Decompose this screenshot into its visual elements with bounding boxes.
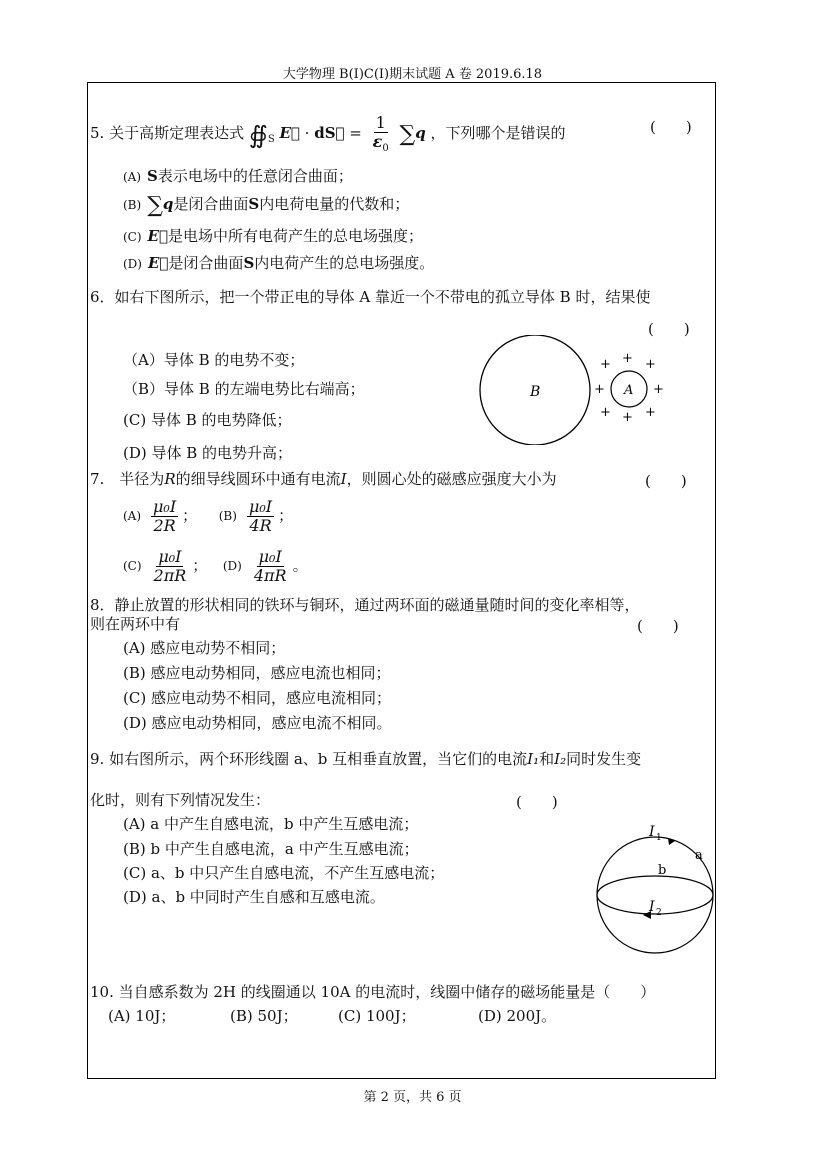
q6-stem: 6．如右下图所示，把一个带正电的导体 A 靠近一个不带电的孤立导体 B 时，结果使 bbox=[90, 288, 651, 306]
label-i2: I bbox=[649, 899, 655, 915]
page-header: 大学物理 B(I)C(I)期末试题 A 卷 2019.6.18 bbox=[282, 67, 543, 82]
q7-stem: 7. 半径为R的细导线圆环中通有电流I，则圆心处的磁感应强度大小为 bbox=[90, 470, 557, 488]
q6-option-b: （B）导体 B 的左端电势比右端高； bbox=[123, 380, 365, 398]
q9-stem-line1: 9. 如右图所示，两个环形线圈 a、b 互相垂直放置，当它们的电流I₁和I₂同时发生变 bbox=[90, 750, 642, 768]
q10-option-b: (B) 50J； bbox=[230, 1007, 298, 1025]
q9-option-d: (D) a、b 中同时产生自感和互感电流。 bbox=[123, 888, 385, 906]
svg-text:+: + bbox=[645, 357, 656, 372]
q5-answer-paren[interactable]: ( ) bbox=[650, 118, 692, 136]
sum-symbol: ∑ bbox=[399, 122, 416, 148]
q5-prefix: 5. 关于高斯定理表达式 bbox=[90, 124, 245, 143]
q6-option-d: (D) 导体 B 的电势升高； bbox=[123, 444, 293, 462]
q8-option-a: (A) 感应电动势不相同； bbox=[123, 639, 286, 657]
q9-option-b: (B) b 中产生自感电流，a 中产生互感电流； bbox=[123, 840, 419, 858]
q8-option-d: (D) 感应电动势相同，感应电流不相同。 bbox=[123, 714, 392, 732]
q6-option-a: （A）导体 B 的电势不变； bbox=[123, 351, 305, 369]
q5-option-d: (D) E⃗是闭合曲面S内电荷产生的总电场强度。 bbox=[123, 254, 435, 272]
q6-option-c: (C) 导体 B 的电势降低； bbox=[123, 411, 292, 429]
q7-answer-paren[interactable]: ( ) bbox=[645, 472, 687, 490]
coil-b-ellipse bbox=[597, 876, 713, 914]
q5-option-a: (A) S表示电场中的任意闭合曲面； bbox=[123, 167, 353, 185]
one-over-epsilon: $\frac{1}{\varepsilon_0}$ bbox=[372, 113, 389, 154]
q9-stem-line2: 化时，则有下列情况发生： bbox=[90, 791, 271, 809]
q10-stem: 10. 当自感系数为 2H 的线圈通以 10A 的电流时，线圈中储存的磁场能量是（ ） bbox=[90, 983, 656, 1001]
svg-text:+: + bbox=[600, 357, 611, 372]
q10-option-c: (C) 100J； bbox=[338, 1007, 416, 1025]
q6-conductor-figure bbox=[470, 335, 680, 445]
page-footer: 第 2 页，共 6 页 bbox=[363, 1090, 462, 1105]
q8-option-b: (B) 感应电动势相同，感应电流也相同； bbox=[123, 664, 391, 682]
svg-text:+: + bbox=[600, 405, 611, 420]
svg-text:+: + bbox=[622, 410, 633, 425]
q9-coils-figure bbox=[585, 815, 715, 955]
q8-stem-line2: 则在两环中有 bbox=[90, 615, 181, 633]
label-a: a bbox=[695, 848, 703, 863]
ds-vector: dS⃗ bbox=[314, 124, 345, 143]
svg-text:+: + bbox=[594, 382, 605, 397]
q8-answer-paren[interactable]: ( ) bbox=[637, 617, 679, 635]
q10-option-d: (D) 200J。 bbox=[478, 1007, 557, 1025]
q5-option-c: (C) E⃗是电场中所有电荷产生的总电场强度； bbox=[123, 227, 423, 245]
q8-stem-line1: 8．静止放置的形状相同的铁环与铜环，通过两环面的磁通量随时间的变化率相等， bbox=[90, 596, 640, 614]
q9-option-c: (C) a、b 中只产生自感电流，不产生互感电流； bbox=[123, 864, 445, 882]
q6-answer-paren[interactable]: ( ) bbox=[648, 320, 690, 338]
label-b: B bbox=[530, 384, 541, 400]
q9-option-a: (A) a 中产生自感电流，b 中产生互感电流； bbox=[123, 815, 419, 833]
q5-suffix: ，下列哪个是错误的 bbox=[430, 124, 566, 143]
label-b: b bbox=[658, 863, 667, 878]
svg-text:+: + bbox=[653, 382, 664, 397]
q7-option-cd: (C) $\frac{\text{μ₀I}}{2\pi R}$ ； (D) $\frac{\text{μ₀I}}{4\pi R}$ 。 bbox=[123, 547, 308, 585]
svg-text:+: + bbox=[622, 351, 633, 366]
svg-text:2: 2 bbox=[656, 908, 662, 918]
surface-integral-symbol: ∯ bbox=[248, 121, 268, 150]
svg-text:+: + bbox=[645, 405, 656, 420]
label-i1: I bbox=[649, 824, 655, 840]
q7-option-ab: (A) $\frac{\text{μ₀I}}{2R}$ ； (B) $\frac{\text{μ₀I}}{4R}$ ； bbox=[123, 497, 294, 535]
svg-text:1: 1 bbox=[656, 833, 662, 843]
q9-answer-paren[interactable]: ( ) bbox=[516, 793, 558, 811]
q5-stem: 5. 关于高斯定理表达式 $∯_S$ E⃗ · dS⃗ = $\frac{1}{\varepsilon_0}$ ∑q ，下列哪个是错误的 bbox=[90, 113, 566, 154]
q5-option-b: (B) ∑q是闭合曲面S内电荷电量的代数和； bbox=[123, 193, 410, 218]
q8-option-c: (C) 感应电动势不相同，感应电流相同； bbox=[123, 689, 391, 707]
q10-option-a: (A) 10J； bbox=[108, 1007, 176, 1025]
e-vector: E⃗ bbox=[279, 124, 300, 143]
label-a: A bbox=[624, 383, 634, 398]
